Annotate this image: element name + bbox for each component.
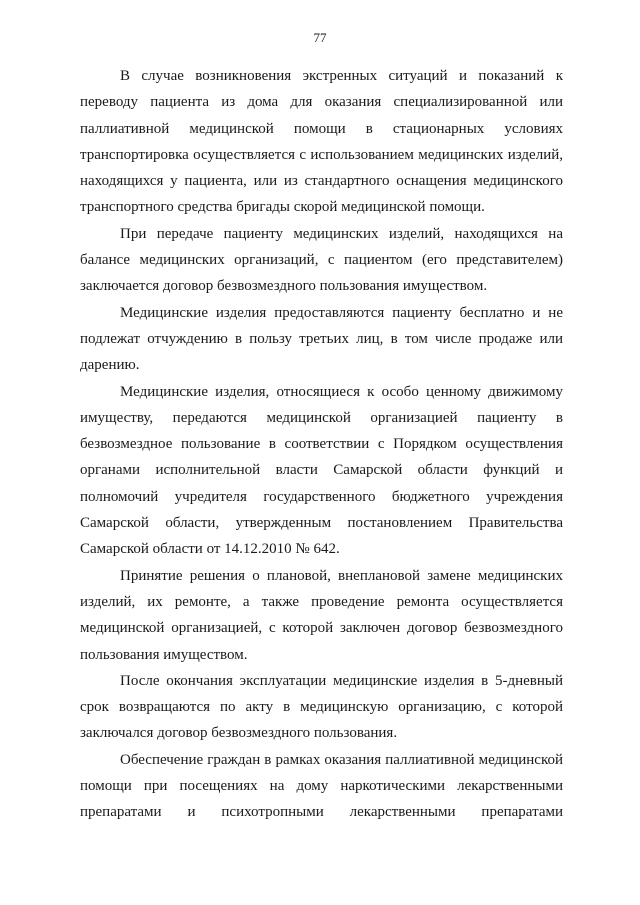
paragraph-return-of-devices: После окончания эксплуатации медицинские изделия в 5-дневный срок возвращаются по акту в медицинскую организацию, с которой заключался договор безвозмездного пользования. — [80, 672, 563, 742]
paragraph-valuable-property: Медицинские изделия, относящиеся к особо ценному движимому имуществу, передаются медицинской организацией пациенту в безвозмездное пользование в соответствии с Порядком осуществления органами исполнительной власти Самарской области функций и полномочий учредителя государственного бюджетного учреждения Самарской области, утвержденным постановлением Правительства Самарской области от 14.12.2010 № 642. — [80, 383, 563, 558]
paragraph-transfer-contract: При передаче пациенту медицинских изделий, находящихся на балансе медицинских организаций, с пациентом (его представителем) заключается договор безвозмездного пользования имуществом. — [80, 225, 563, 295]
page-number: 77 — [313, 30, 327, 45]
paragraph-emergency-transport: В случае возникновения экстренных ситуаций и показаний к переводу пациента из дома для оказания специализированной или паллиативной медицинской помощи в стационарных условиях транспортировка осуществляется с использованием медицинских изделий, находящихся у пациента, или из стандартного оснащения медицинского транспортного средства бригады скорой медицинской помощи. — [80, 68, 563, 216]
paragraph-replacement-repair: Принятие решения о плановой, внеплановой замене медицинских изделий, их ремонте, а также проведение ремонта осуществляется медицинской организацией, с которой заключен договор безвозмездного пользования имуществом. — [80, 567, 563, 663]
document-body — [80, 63, 563, 826]
paragraph-free-provision: Медицинские изделия предоставляются пациенту бесплатно и не подлежат отчуждению в пользу третьих лиц, в том числе продаже или дарению. — [80, 304, 563, 374]
paragraph-narcotic-provision: Обеспечение граждан в рамках оказания паллиативной медицинской помощи при посещениях на дому наркотическими лекарственными препаратами и психотропными лекарственными препаратами — [80, 751, 563, 821]
